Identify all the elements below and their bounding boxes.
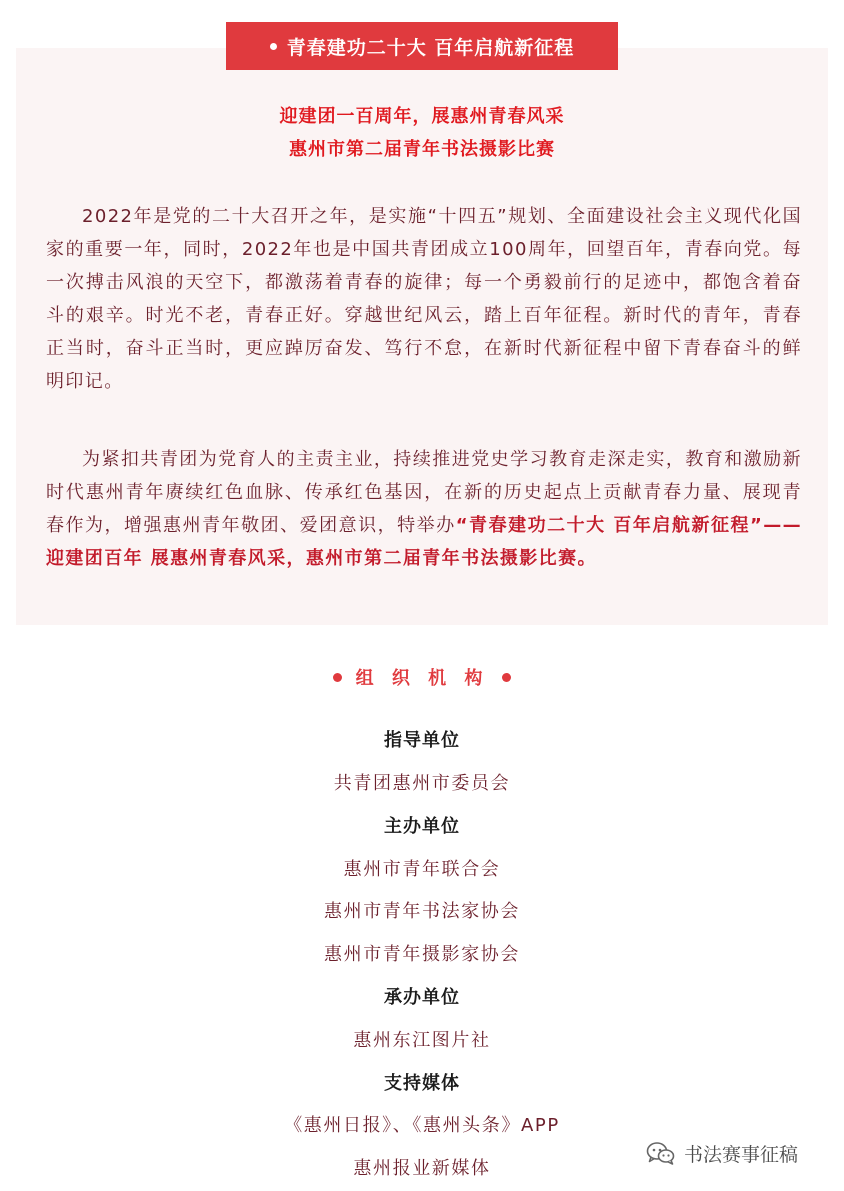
org-name: 惠州东江图片社 [353,1030,491,1051]
org-name: 惠州报业新媒体 [353,1158,491,1179]
org-role-label: 承办单位 [384,987,460,1008]
org-name: 共青团惠州市委员会 [333,773,511,794]
title-banner [226,22,618,70]
org-name: 《惠州日报》、《惠州头条》APP [284,1115,560,1136]
subtitle-line-1: 迎建团一百周年，展惠州青春风采 [279,106,565,127]
intro-paragraph-1: 2022年是党的二十大召开之年，是实施“十四五”规划、全面建设社会主义现代化国家的重要一年，同时，2022年也是中国共青团成立100周年，回望百年，青春向党。每一次搏击风浪的天空下，都激荡着青春的旋律；每一个勇毅前行的足迹中，都饱含着奋斗的艰辛。时光不老，青春正好。穿越世纪风云，踏上百年征程。新时代的青年，青春正当时，奋斗正当时，更应踔厉奋发、笃行不怠，在新时代新征程中留下青春奋斗的鲜明印记。 [46,206,802,392]
intro-paragraph-2 [46,443,802,575]
org-role-label: 指导单位 [384,730,460,751]
org-role-label: 主办单位 [384,816,460,837]
watermark-text: 书法赛事征稿 [684,1143,799,1166]
org-name: 惠州市青年书法家协会 [324,901,520,922]
heading-dot-right-icon [502,673,511,682]
banner-title: 青春建功二十大 百年启航新征程 [286,36,575,59]
org-name: 惠州市青年联合会 [343,859,501,880]
intro-paragraph-2-highlight: “青春建功二十大 百年启航新征程”——迎建团百年 展惠州青春风采，惠州市第二届青年书法摄影比赛。 [46,515,803,569]
org-name: 惠州市青年摄影家协会 [324,944,520,965]
heading-dot-left-icon [333,673,342,682]
watermark [646,1138,798,1168]
bullet-dot-icon [270,43,277,50]
section-heading-text: 组 织 机 构 [355,668,489,689]
intro-paragraph-2-text: 为紧扣共青团为党育人的主责主业，持续推进党史学习教育走深走实，教育和激励新时代惠州青年赓续红色血脉、传承红色基因，在新的历史起点上贡献青春力量、展现青春作为，增强惠州青年敬团、爱团意识，特举办 [46,449,802,536]
wechat-icon [646,1141,676,1165]
org-role-label: 支持媒体 [384,1073,460,1094]
subtitle-line-2: 惠州市第二届青年书法摄影比赛 [289,139,555,160]
section-heading [0,662,844,692]
